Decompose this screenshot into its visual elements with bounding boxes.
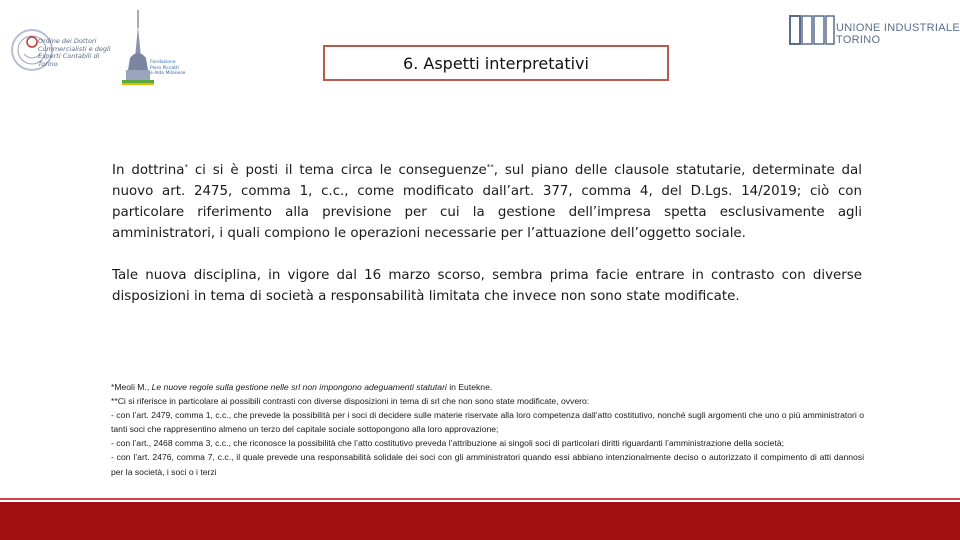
mole-antonelliana-logo	[118, 8, 188, 103]
footnote-1-prefix: *Meoli M.,	[111, 382, 152, 392]
mole-logo-caption: Fondazione Piero Piccatti e Aldo Milanese	[150, 60, 186, 76]
odcec-logo-text: Ordine dei Dottori Commercialisti e degli Esperti Contabili di Torino	[38, 37, 111, 68]
footnote-1-suffix: in Eutekne.	[446, 382, 493, 392]
slide-title	[323, 45, 669, 81]
footnote-1	[111, 380, 864, 394]
footnote-marker-1: *	[184, 163, 188, 171]
footer-divider	[0, 498, 960, 500]
paragraph-1-part-1: In dottrina	[112, 163, 185, 178]
footnote-item-3: - con l’art. 2476, comma 7, c.c., il quale prevede una responsabilità solidale dei soci con gli amministratori quando essi abbiano intenzionalmente deciso o autorizzato il compimento di atti dannosi per la società, i soci o i terzi	[111, 452, 864, 477]
footnote-1-title: Le nuove regole sulla gestione nelle srl non impongono adeguamenti statutari	[151, 382, 447, 392]
slide-title-text: 6. Aspetti interpretativi	[403, 53, 589, 73]
footer-bar	[0, 502, 960, 540]
paragraph-2: Tale nuova disciplina, in vigore dal 16 marzo scorso, sembra prima facie entrare in contrasto con diverse disposizioni in tema di società a responsabilità limitata che invece non sono state modificate.	[112, 268, 862, 304]
footnote-marker-2: **	[486, 163, 494, 171]
paragraph-1	[112, 157, 862, 244]
footnote-item-2: - con l’art., 2468 comma 3, c.c., che riconosce la possibilità che l’atto costitutivo preveda l’attribuzione ai singoli soci di particolari diritti riguardanti l’amministrazione della società;	[111, 438, 785, 449]
paragraph-1-part-2: ci si è posti il tema circa le conseguenze	[187, 163, 487, 178]
unione-industriale-text	[836, 22, 960, 46]
paragraph-1-part-3: , sul piano delle clausole statutarie, determinate dal nuovo art. 2475, comma 1, c.c., come modificato dall’art. 377, comma 4, del D.Lgs. 14/2019; ciò con particolare riferimento alla previsione per cui la gestione dell’impresa spetta esclusivamente agli amministratori, i quali compiono le operazioni necessarie per l’attuazione dell’oggetto sociale.	[112, 163, 862, 241]
logo-text-line2: TORINO	[836, 34, 881, 46]
logo-text-line1: UNIONE INDUSTRIALE	[836, 22, 960, 34]
footnote-2: **Ci si riferisce in particolare ai possibili contrasti con diverse disposizioni in tema di srl che non sono state modificate, ovvero:	[111, 396, 590, 407]
footnotes	[111, 380, 864, 479]
footnote-item-1: - con l’art. 2479, comma 1, c.c., che prevede la possibilità per i soci di decidere sulle materie riservate alla loro competenza dall’atto costitutivo, nonché sugli argomenti che uno o più amministratori o tanti soci che rappresentino almeno un terzo del capitale sociale sottopongono alla loro approvazione;	[111, 410, 864, 435]
